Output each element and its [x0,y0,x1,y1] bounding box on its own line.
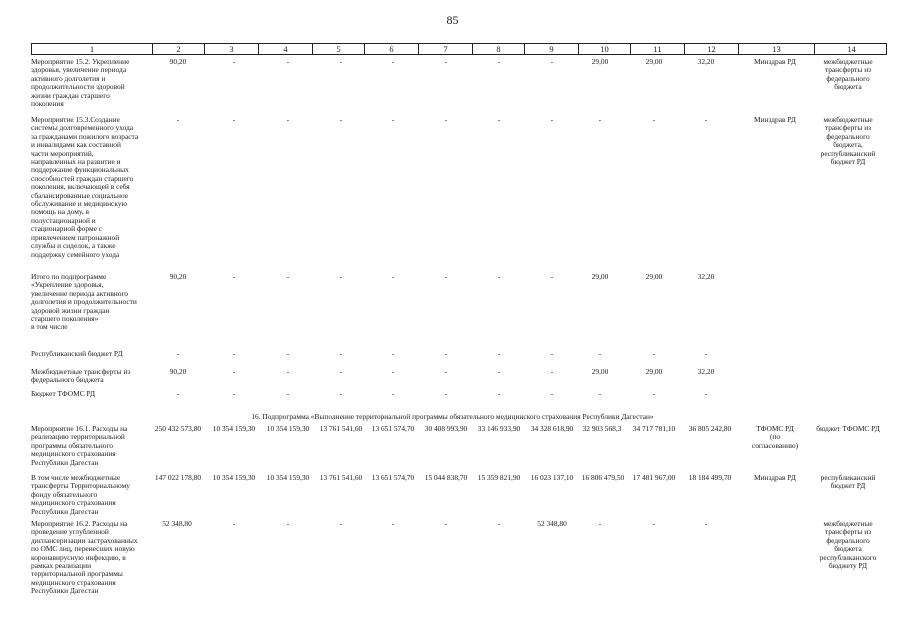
row-15-3-executor: Минздрав РД [754,115,796,124]
row-16-1-col9: 34 328 618,90 [530,424,574,433]
header-cell-9: 9 [524,44,578,54]
dash: - [497,349,501,358]
header-cell-7: 7 [418,44,472,54]
row-15-2-col2: 90,20 [169,57,187,66]
header-cell-14: 14 [814,44,888,54]
row-15-2-name: Мероприятие 15.2. Укрепление здоровья, увеличение периода активного долголетия и продолжительности здоровой жизни граждан старшего поколения [31,57,130,109]
dash: - [704,389,708,398]
row-16-2-col9: 52 348,80 [537,519,567,528]
row-16-2-name: Мероприятие 16.2. Расходы на проведение углубленной диспансеризации застрахованных по ОМС лиц, перенесших новую коронавирусную инфекцию, в рамках реализации территориальной программы медицинского страхования Республики Дагестан [31,519,138,596]
row-16-1-col10: 32 903 568,3 [582,424,622,433]
dash: - [391,367,395,376]
dash: - [704,349,708,358]
dash: - [497,367,501,376]
dash: - [497,115,501,124]
dash: - [550,57,554,66]
header-cell-1: 1 [89,44,95,54]
dash: - [391,57,395,66]
mbt-15-col10: 29,00 [591,367,609,376]
dash: - [286,367,290,376]
header-cell-10: 10 [578,44,630,54]
dash: - [444,115,448,124]
dash: - [339,115,343,124]
header-cell-3: 3 [204,44,258,54]
row-16-1-col6: 13 651 574,70 [371,424,415,433]
row-15-2-col10: 29,00 [591,57,609,66]
row-16-1-col8: 33 146 933,90 [477,424,521,433]
dash: - [497,272,501,281]
row-15-3-source: межбюджетные трансферты из федерального бюджета, республиканский бюджет РД [820,115,876,167]
dash: - [232,389,236,398]
dash: - [652,519,656,528]
dash: - [598,519,602,528]
dash: - [497,57,501,66]
dash: - [550,367,554,376]
mbt-15-name: Межбюджетные трансферты из федерального бюджета [31,367,131,385]
dash: - [444,272,448,281]
dash: - [652,389,656,398]
dash: - [286,57,290,66]
header-cell-6: 6 [364,44,418,54]
row-15-2-col11: 29,00 [645,57,663,66]
dash: - [444,519,448,528]
page-number: 85 [446,13,459,27]
dash: - [286,115,290,124]
dash: - [339,389,343,398]
dash: - [550,349,554,358]
dash: - [497,519,501,528]
row-16-1-col12: 36 805 242,80 [688,424,732,433]
dash: - [598,349,602,358]
dash: - [176,389,180,398]
dash: - [339,57,343,66]
row-16-1-name: Мероприятие 16.1. Расходы на реализацию территориальной программы обязательного медицинского страхования Республики Дагестан [31,424,128,467]
row-16-1b-source: республиканский бюджет РД [820,473,876,491]
dash: - [232,519,236,528]
section-16-heading: 16. Подпрограмма «Выполнение территориальной программы обязательного медицинского страхования Республики Дагестан» [251,412,654,421]
dash: - [286,389,290,398]
row-16-1b-col2: 147 022 178,80 [154,473,202,482]
total-15-col2: 90,20 [169,272,187,281]
dash: - [550,272,554,281]
row-16-2-col2: 52 348,80 [162,519,192,528]
header-cell-8: 8 [472,44,524,54]
dash: - [232,115,236,124]
row-15-2-executor: Минздрав РД [754,57,796,66]
header-cell-2: 2 [152,44,204,54]
dash: - [232,57,236,66]
dash: - [232,367,236,376]
row-16-1b-col7: 15 044 838,70 [424,473,468,482]
dash: - [232,272,236,281]
dash: - [444,367,448,376]
dash: - [652,115,656,124]
dash: - [176,115,180,124]
row-16-1b-col11: 17 481 967,00 [632,473,676,482]
dash: - [652,349,656,358]
row-16-2-source: межбюджетные трансферты из федерального бюджета республиканского бюджету РД [819,519,877,571]
row-16-1b-executor: Минздрав РД [754,473,796,482]
row-15-2-col12: 32,20 [697,57,715,66]
row-16-1b-col8: 15 359 821,90 [477,473,521,482]
row-16-1b-col9: 16 023 137,10 [530,473,574,482]
row-16-1-col5: 13 761 541,60 [319,424,363,433]
mbt-15-col2: 90,20 [169,367,187,376]
header-cell-4: 4 [258,44,312,54]
row-16-1b-col3: 10 354 159,30 [212,473,256,482]
mbt-15-col11: 29,00 [645,367,663,376]
dash: - [286,519,290,528]
dash: - [339,349,343,358]
header-cell-5: 5 [312,44,364,54]
dash: - [391,115,395,124]
dash: - [704,519,708,528]
dash: - [339,519,343,528]
rb-15-name: Республиканский бюджет РД [31,349,123,358]
dash: - [232,349,236,358]
dash: - [339,272,343,281]
row-16-1b-col10: 16 806 479,50 [581,473,625,482]
dash: - [391,349,395,358]
dash: - [444,349,448,358]
row-16-1-executor: ТФОМС РД (по согласованию) [751,424,799,450]
dash: - [286,272,290,281]
mbt-15-col12: 32,20 [697,367,715,376]
dash: - [444,389,448,398]
dash: - [391,389,395,398]
row-16-1-col4: 10 354 159,30 [266,424,310,433]
row-16-1-col7: 30 408 993,90 [424,424,468,433]
row-16-1-col3: 10 354 159,30 [212,424,256,433]
total-15-name: Итого по подпрограмме «Укрепление здоровья, увеличение периода активного долголетия и продолжительности здоровой жизни граждан старшего поколения» в том числе [31,272,137,332]
dash: - [391,519,395,528]
dash: - [286,349,290,358]
row-16-1b-col6: 13 651 574,70 [371,473,415,482]
row-16-1b-col5: 13 761 541,60 [319,473,363,482]
row-16-1-col2: 250 432 573,80 [154,424,202,433]
header-cell-12: 12 [684,44,738,54]
header-cell-13: 13 [738,44,814,54]
total-15-col10: 29,00 [591,272,609,281]
row-16-1b-col12: 18 184 499,70 [688,473,732,482]
dash: - [598,389,602,398]
dash: - [704,115,708,124]
row-16-1-col11: 34 717 781,10 [632,424,676,433]
row-15-3-name: Мероприятие 15.3.Создание системы долговременного ухода за гражданами пожилого возраста и инвалидами как составной части мероприятий, направленных на развитие и поддержание функциональных способностей граждан старшего поколения, включающей в себя сбалансированные социальное обслуживание и медицинскую помощь на дому, в полустационарной и стационарной форме с привлечением патронажной службы и сиделок, а также поддержку семейного ухода [31,115,139,259]
dash: - [176,349,180,358]
dash: - [339,367,343,376]
total-15-col11: 29,00 [645,272,663,281]
row-16-1b-name: В том числе межбюджетные трансферты Территориальному фонду обязательного медицинского страхования Республики Дагестан [31,473,130,516]
row-16-1b-col4: 10 354 159,30 [266,473,310,482]
row-16-1-source: бюджет ТФОМС РД [816,424,880,433]
dash: - [444,57,448,66]
dash: - [391,272,395,281]
dash: - [598,115,602,124]
total-15-col12: 32,20 [697,272,715,281]
row-15-2-source: межбюджетные трансферты из федерального бюджета [823,57,873,92]
tfoms-15-name: Бюджет ТФОМС РД [31,389,96,398]
dash: - [550,389,554,398]
header-cell-11: 11 [630,44,684,54]
dash: - [550,115,554,124]
table-header-row [31,43,887,55]
dash: - [497,389,501,398]
